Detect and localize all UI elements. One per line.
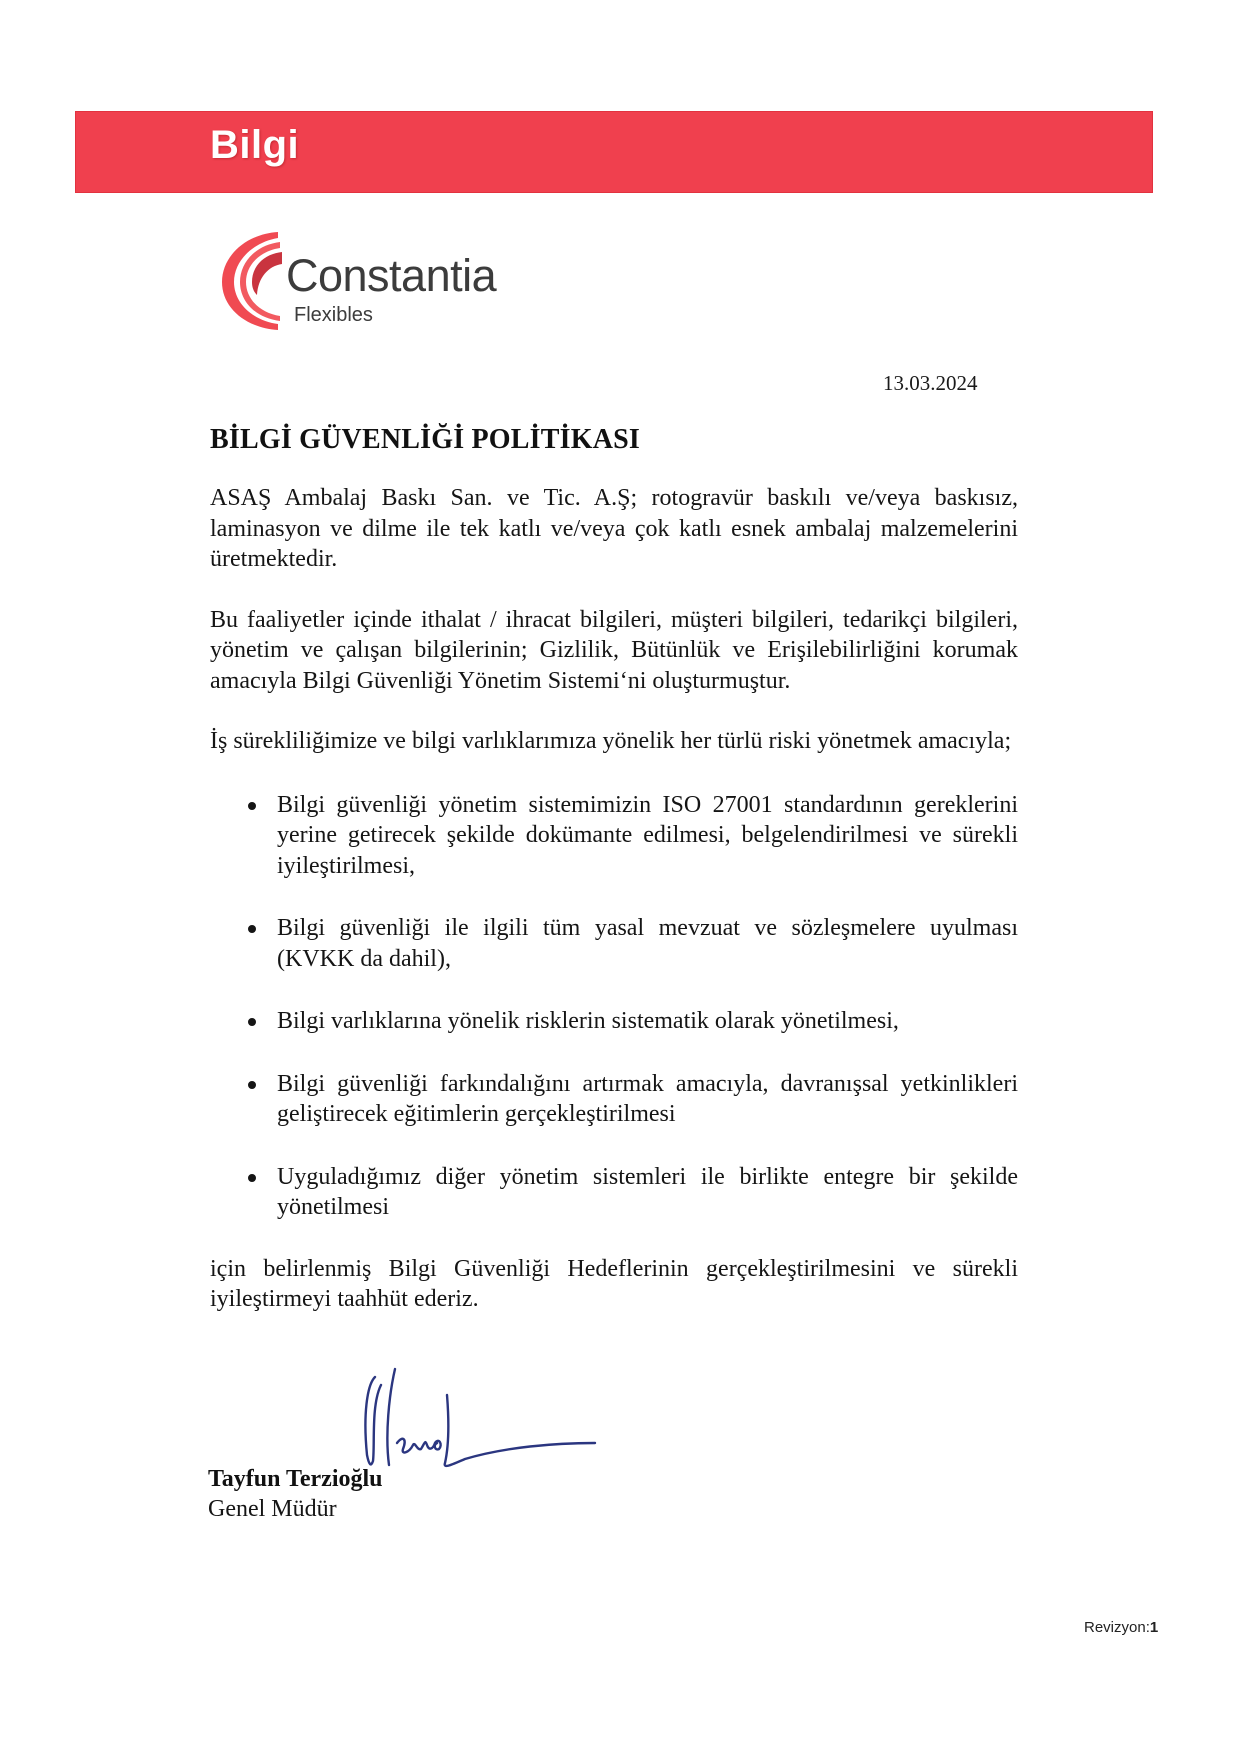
revision-number: 1 (1149, 1619, 1159, 1636)
list-item (210, 1162, 1018, 1223)
signatory-name: Tayfun Terzioğlu (208, 1466, 383, 1492)
revision-label (1084, 1619, 1158, 1636)
list-item-text: Bilgi güvenliği farkındalığını artırmak amacıyla, davranışsal yetkinlikleri geliştirecek eğitimlerin gerçekleştirilmesi (277, 1070, 1018, 1127)
closing-paragraph: için belirlenmiş Bilgi Güvenliği Hedeflerinin gerçekleştirilmesini ve sürekli iyileştirmeyi taahhüt ederiz. (210, 1255, 1018, 1312)
signatory-title: Genel Müdür (208, 1496, 337, 1522)
header-banner (75, 111, 1153, 193)
logo-name: Constantia (286, 250, 497, 301)
list-item-text: Bilgi varlıklarına yönelik risklerin sistematik olarak yönetilmesi, (277, 1008, 899, 1034)
list-item (210, 913, 1018, 974)
revision-text: Revizyon: (1084, 1619, 1150, 1636)
bullet-icon (248, 925, 256, 933)
constantia-swoosh-icon (216, 228, 286, 332)
list-item-text: Bilgi güvenliği ile ilgili tüm yasal mevzuat ve sözleşmelere uyulması (KVKK da dahil), (277, 915, 1018, 972)
paragraph: İş sürekliliğimize ve bilgi varlıklarımıza yönelik her türlü riski yönetmek amacıyla; (210, 728, 1012, 754)
list-item-text: Bilgi güvenliği yönetim sistemimizin ISO 27001 standardının gereklerini yerine getirecek şekilde dokümante edilmesi, belgelendirilmesi ve sürekli iyileştirilmesi, (277, 791, 1018, 879)
bullet-icon (248, 1018, 256, 1026)
bullet-icon (248, 1174, 256, 1182)
document-date: 13.03.2024 (883, 371, 978, 395)
company-logo (216, 228, 516, 332)
document-title: BİLGİ GÜVENLİĞİ POLİTİKASI (210, 424, 640, 455)
handwritten-signature-icon (355, 1365, 600, 1475)
logo-subtitle: Flexibles (294, 304, 373, 326)
list-item (210, 1069, 1018, 1130)
document-body (210, 483, 1018, 1315)
bullet-icon (248, 802, 256, 810)
paragraph: ASAŞ Ambalaj Baskı San. ve Tic. A.Ş; rotogravür baskılı ve/veya baskısız, laminasyon ve dilme ile tek katlı ve/veya çok katlı esnek ambalaj malzemelerini üretmektedir. (210, 485, 1018, 572)
list-item (210, 790, 1018, 882)
banner-title: Bilgi (210, 123, 300, 167)
list-item-text: Uyguladığımız diğer yönetim sistemleri ile birlikte entegre bir şekilde yönetilmesi (277, 1163, 1018, 1220)
list-item (210, 1006, 1018, 1037)
commitment-list (210, 790, 1018, 1223)
bullet-icon (248, 1081, 256, 1089)
paragraph: Bu faaliyetler içinde ithalat / ihracat bilgileri, müşteri bilgileri, tedarikçi bilgileri, yönetim ve çalışan bilgilerinin; Gizlilik, Bütünlük ve Erişilebilirliğini korumak amacıyla Bilgi Güvenliği Yönetim Sistemi‘ni oluşturmuştur. (210, 606, 1018, 694)
